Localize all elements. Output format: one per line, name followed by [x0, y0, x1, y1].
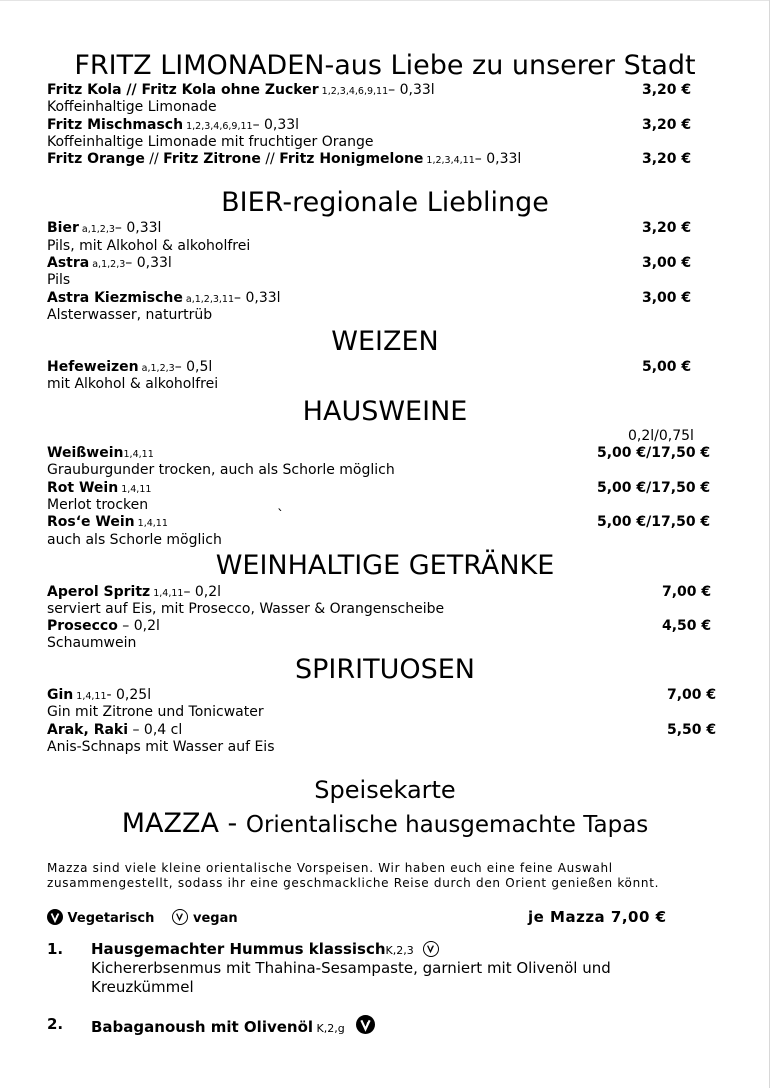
item-size: – 0,33l [114, 220, 162, 236]
mazza-subtitle: Orientalische hausgemachte Tapas [245, 812, 649, 838]
vegetarian-icon [356, 1015, 375, 1034]
dish-number: 1. [47, 940, 64, 958]
item-price: 3,20 € [642, 82, 692, 98]
item-description: mit Alkohol & alkoholfrei [47, 376, 219, 392]
item-description: auch als Schorle möglich [47, 532, 222, 548]
dish-title: Hausgemachter Hummus klassisch [91, 940, 386, 958]
item-codes: a,1,2,3 [89, 259, 126, 270]
menu-item-astra-kiezmische [47, 290, 281, 308]
size-header: 0,2l/0,75l [628, 428, 694, 444]
item-name: Fritz Kola // Fritz Kola ohne Zucker [47, 82, 319, 98]
item-description: Alsterwasser, naturtrüb [47, 307, 213, 323]
stray-mark: ` [277, 508, 284, 524]
vegan-icon [423, 941, 439, 957]
menu-item-arak-raki [47, 722, 182, 739]
item-name: Prosecco [47, 618, 118, 634]
page-edge-top [0, 0, 770, 1]
menu-item-rot-wein [47, 480, 151, 498]
item-description: Pils [47, 272, 71, 288]
item-price: 3,20 € [642, 151, 692, 167]
item-price: 4,50 € [662, 618, 712, 634]
item-codes: 1,2,3,4,6,9,11 [318, 86, 389, 97]
item-price: 3,20 € [642, 220, 692, 236]
item-size: – 0,2l [117, 618, 160, 634]
item-codes: 1,4,11 [118, 484, 152, 495]
item-price: 3,00 € [642, 255, 692, 271]
item-description: Koffeinhaltige Limonade mit fruchtiger Orange [47, 134, 374, 150]
menu-item-gin [47, 687, 151, 705]
section-title-weinhaltige: WEINHALTIGE GETRÄNKE [215, 550, 555, 581]
item-description: Grauburgunder trocken, auch als Schorle möglich [47, 462, 395, 478]
item-price: 5,00 €/17,50 € [597, 445, 711, 461]
diet-legend [47, 909, 238, 926]
section-title-spirituosen: SPIRITUOSEN [294, 654, 475, 685]
menu-item-weisswein [47, 445, 154, 463]
section-title-bier: BIER-regionale Lieblinge [221, 187, 549, 218]
item-codes: 1,2,3,4,6,9,11 [183, 121, 253, 132]
item-price: 5,50 € [667, 722, 717, 738]
item-description: Koffeinhaltige Limonade [47, 99, 217, 115]
item-size: – 0,33l [474, 151, 522, 167]
mazza-price: je Mazza 7,00 € [528, 908, 667, 926]
item-separator: // [260, 151, 280, 167]
dish-number: 2. [47, 1015, 64, 1033]
item-name: Aperol Spritz [47, 584, 151, 600]
item-name: Ros‘e Wein [47, 514, 135, 530]
item-name: Weißwein [47, 445, 124, 461]
item-codes: a,1,2,3 [78, 224, 115, 235]
item-size: – 0,33l [388, 82, 435, 98]
item-name: Fritz Orange [47, 151, 145, 167]
menu-item-fritz-mischmasch [47, 117, 299, 135]
item-price: 7,00 € [667, 687, 717, 703]
item-name-3: Fritz Honigmelone [279, 151, 424, 167]
mazza-title [0, 809, 770, 840]
item-description: Pils, mit Alkohol & alkoholfrei [47, 238, 251, 254]
menu-item-fritz-kola [47, 82, 435, 100]
item-codes: 1,4,11 [134, 518, 168, 529]
item-codes: 1,4,11 [150, 588, 184, 599]
menu-item-astra [47, 255, 172, 273]
menu-item-bier [47, 220, 161, 238]
item-name: Hefeweizen [47, 359, 139, 375]
item-size: – 0,33l [125, 255, 172, 271]
vegetarian-icon [47, 909, 63, 925]
item-name: Fritz Mischmasch [47, 117, 184, 133]
item-description: Gin mit Zitrone und Tonicwater [47, 704, 264, 720]
item-price: 3,00 € [642, 290, 692, 306]
dish-codes: K,2,g [313, 1022, 345, 1035]
item-description: Schaumwein [47, 635, 137, 651]
item-codes: a,1,2,3 [138, 363, 175, 374]
item-name: Bier [47, 220, 79, 236]
item-separator: // [144, 151, 164, 167]
item-description: serviert auf Eis, mit Prosecco, Wasser & Orangenscheibe [47, 601, 445, 617]
item-size: – 0,33l [252, 117, 300, 133]
menu-item-aperol-spritz [47, 584, 221, 602]
item-size: – 0,4 cl [128, 722, 183, 738]
dish-title: Babaganoush mit Olivenöl [91, 1018, 314, 1036]
item-codes: a,1,2,3,11 [182, 294, 235, 305]
dish-name [91, 940, 439, 958]
section-title-fritz: FRITZ LIMONADEN-aus Liebe zu unserer Stadt [74, 50, 696, 81]
item-name: Astra [47, 255, 90, 271]
menu-item-fritz-orange [47, 151, 521, 169]
item-price: 3,20 € [642, 117, 692, 133]
item-codes: 1,2,3,4,11 [423, 155, 475, 166]
item-price: 5,00 €/17,50 € [597, 514, 711, 530]
item-name: Arak, Raki [47, 722, 129, 738]
item-size: - 0,25l [106, 687, 152, 703]
item-size: – 0,33l [234, 290, 281, 306]
dish-description: Kichererbsenmus mit Thahina-Sesampaste, garniert mit Olivenöl und Kreuzkümmel [91, 959, 611, 996]
item-description: Merlot trocken [47, 497, 149, 513]
item-codes: 1,4,11 [73, 691, 107, 702]
vegan-icon [172, 909, 188, 925]
item-price: 7,00 € [662, 584, 712, 600]
mazza-intro: Mazza sind viele kleine orientalische Vorspeisen. Wir haben euch eine feine Auswahl zusammengestellt, sodass ihr eine geschmackliche Reise durch den Orient genießen könnt. [47, 861, 660, 890]
item-name-2: Fritz Zitrone [163, 151, 261, 167]
menu-item-hefeweizen [47, 359, 212, 377]
item-size: – 0,5l [174, 359, 213, 375]
speisekarte-title: Speisekarte [314, 776, 456, 804]
section-title-weizen: WEIZEN [331, 326, 439, 357]
menu-item-rose-wein [47, 514, 168, 532]
dish-name [91, 1015, 375, 1036]
section-title-hausweine: HAUSWEINE [302, 396, 468, 427]
item-name: Astra Kiezmische [47, 290, 183, 306]
menu-item-prosecco [47, 618, 160, 635]
legend-vegan-label: vegan [193, 911, 238, 926]
item-codes: 1,4,11 [123, 449, 154, 460]
item-name: Rot Wein [47, 480, 119, 496]
mazza-heading: MAZZA - [121, 808, 246, 839]
item-size: – 0,2l [183, 584, 222, 600]
item-price: 5,00 € [642, 359, 692, 375]
legend-vegetarian-label: Vegetarisch [67, 911, 155, 926]
item-price: 5,00 €/17,50 € [597, 480, 711, 496]
item-description: Anis-Schnaps mit Wasser auf Eis [47, 739, 275, 755]
dish-codes: K,2,3 [385, 944, 414, 957]
item-name: Gin [47, 687, 74, 703]
